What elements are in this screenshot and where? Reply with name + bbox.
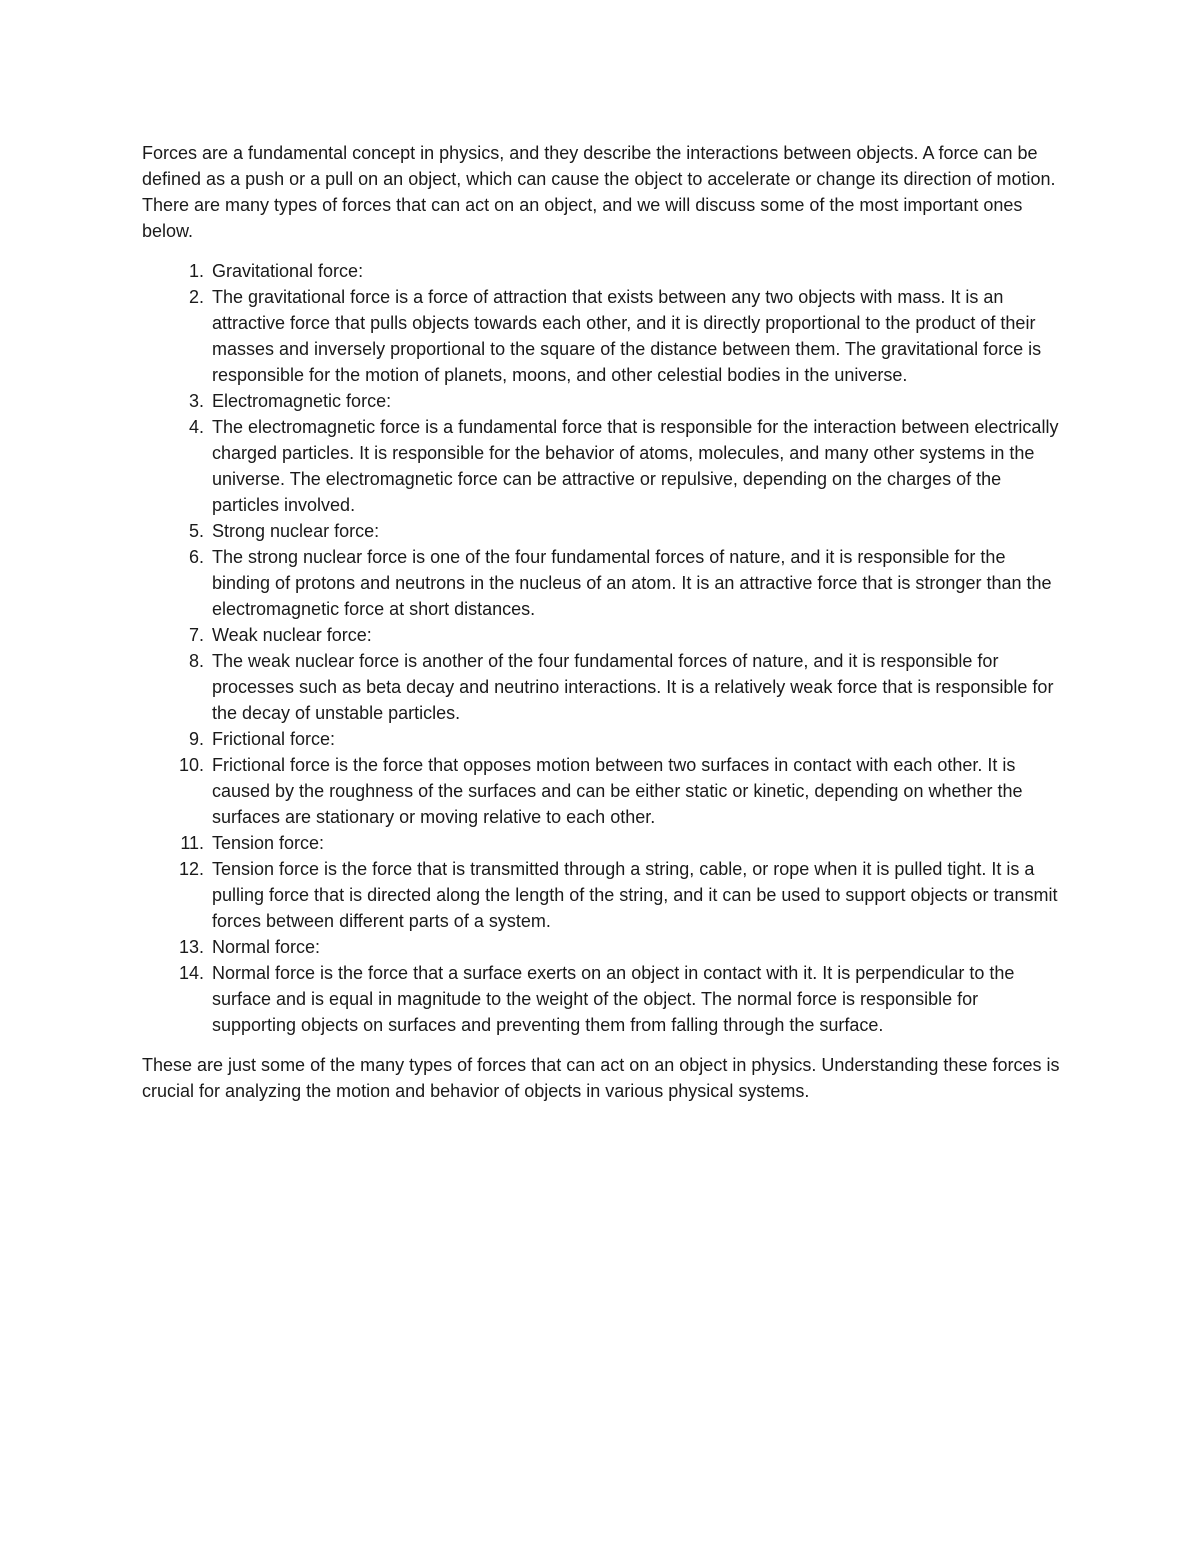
list-item-number: 9. bbox=[188, 729, 204, 749]
list-item-text: Normal force is the force that a surface exerts on an object in contact with it. It is perpendicular to the surface and is equal in magnitude to the weight of the object. The normal force is responsible for supporting objects on surfaces and preventing them from falling through the surface. bbox=[212, 963, 1015, 1035]
list-item bbox=[142, 258, 1062, 284]
list-item-text: Frictional force: bbox=[212, 729, 336, 749]
list-item-text: The gravitational force is a force of attraction that exists between any two objects with mass. It is an attractive force that pulls objects towards each other, and it is directly proportional to the product of their masses and inversely proportional to the square of the distance between them. The gravitational force is responsible for the motion of planets, moons, and other celestial bodies in the universe. bbox=[212, 287, 1042, 385]
list-item-text: Frictional force is the force that opposes motion between two surfaces in contact with each other. It is caused by the roughness of the surfaces and can be either static or kinetic, depending on whether the surfaces are stationary or moving relative to each other. bbox=[212, 755, 1023, 827]
list-item-text: The weak nuclear force is another of the four fundamental forces of nature, and it is responsible for processes such as beta decay and neutrino interactions. It is a relatively weak force that is responsible for the decay of unstable particles. bbox=[212, 651, 1054, 723]
list-item-number: 4. bbox=[188, 417, 204, 437]
list-item-number: 10. bbox=[178, 755, 204, 775]
document-body bbox=[142, 140, 1062, 1104]
list-item-text: Tension force: bbox=[212, 833, 325, 853]
list-item-text: Electromagnetic force: bbox=[212, 391, 392, 411]
list-item-number: 1. bbox=[188, 261, 204, 281]
list-item bbox=[142, 830, 1062, 856]
list-item-number: 5. bbox=[188, 521, 204, 541]
list-item bbox=[142, 960, 1062, 1038]
list-item bbox=[142, 414, 1062, 518]
list-item bbox=[142, 284, 1062, 388]
forces-list bbox=[142, 258, 1062, 1038]
list-item-number: 12. bbox=[178, 859, 204, 879]
intro-paragraph: Forces are a fundamental concept in physics, and they describe the interactions between objects. A force can be defined as a push or a pull on an object, which can cause the object to accelerate or change its direction of motion. There are many types of forces that can act on an object, and we will discuss some of the most important ones below. bbox=[142, 143, 1056, 241]
conclusion-paragraph: These are just some of the many types of forces that can act on an object in physics. Understanding these forces is crucial for analyzing the motion and behavior of objects in various physical systems. bbox=[142, 1055, 1060, 1101]
list-item bbox=[142, 752, 1062, 830]
list-item-text: Tension force is the force that is transmitted through a string, cable, or rope when it is pulled tight. It is a pulling force that is directed along the length of the string, and it can be used to support objects or transmit forces between different parts of a system. bbox=[212, 859, 1058, 931]
list-item-text: Normal force: bbox=[212, 937, 321, 957]
list-item-number: 8. bbox=[188, 651, 204, 671]
list-item-number: 13. bbox=[178, 937, 204, 957]
list-item bbox=[142, 622, 1062, 648]
list-item-text: Gravitational force: bbox=[212, 261, 364, 281]
list-item-number: 7. bbox=[188, 625, 204, 645]
list-item bbox=[142, 388, 1062, 414]
list-item-number: 3. bbox=[188, 391, 204, 411]
list-item-number: 11. bbox=[180, 833, 204, 853]
list-item-text: The electromagnetic force is a fundamental force that is responsible for the interaction between electrically charged particles. It is responsible for the behavior of atoms, molecules, and many other systems in the universe. The electromagnetic force can be attractive or repulsive, depending on the charges of the particles involved. bbox=[212, 417, 1059, 515]
list-item bbox=[142, 648, 1062, 726]
list-item bbox=[142, 934, 1062, 960]
list-item bbox=[142, 544, 1062, 622]
list-item bbox=[142, 518, 1062, 544]
list-item-text: Strong nuclear force: bbox=[212, 521, 380, 541]
list-item-text: Weak nuclear force: bbox=[212, 625, 372, 645]
list-item bbox=[142, 726, 1062, 752]
list-item-number: 6. bbox=[188, 547, 204, 567]
list-item-number: 14. bbox=[178, 963, 204, 983]
list-item-text: The strong nuclear force is one of the four fundamental forces of nature, and it is responsible for the binding of protons and neutrons in the nucleus of an atom. It is an attractive force that is stronger than the electromagnetic force at short distances. bbox=[212, 547, 1052, 619]
list-item bbox=[142, 856, 1062, 934]
list-item-number: 2. bbox=[188, 287, 204, 307]
